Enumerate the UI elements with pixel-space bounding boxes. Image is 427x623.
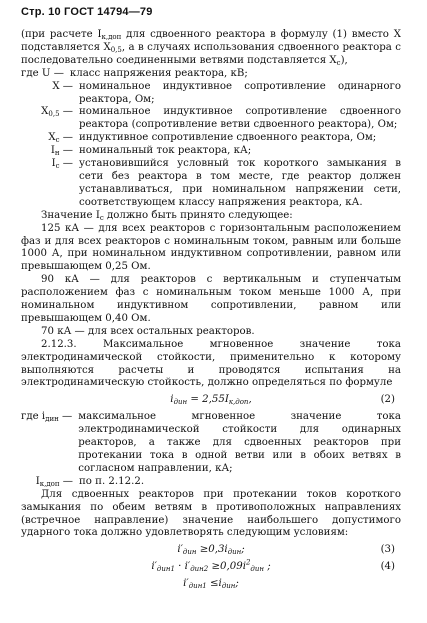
- formula-5: [21, 578, 401, 591]
- definition-description: класс напряжения реактора, кВ;: [69, 67, 248, 79]
- paragraph-70ka: 70 кА — для всех остальных реакторов.: [41, 325, 255, 337]
- formula-2: [21, 394, 401, 407]
- ic-intro-paragraph: Значение $I_с$ должно быть принято следующее:: [41, 209, 293, 222]
- definition-term: $I_с$ —: [51, 158, 73, 171]
- definition-2-term: $I_{к,доп}$ —: [35, 475, 73, 488]
- definition-2-item: [21, 476, 401, 489]
- formula-4-expression: $i'_{дин1} \cdot i'_{дин2} \ge 0,09i^2_{дин}$ ;: [151, 558, 271, 574]
- definition-term: $X_с$ —: [48, 132, 73, 145]
- definition-item: [21, 132, 401, 145]
- definition-description: номинальное индуктивное сопротивление одинарного реактора, Ом;: [79, 80, 401, 105]
- definition-description: установившийся условный ток короткого замыкания в сети без реактора в том месте, где реактор должен устанавливаться, при номинальном напряжении сети, соответствующем классу напряжения реактора, кА.: [79, 158, 401, 208]
- page-body: [21, 29, 401, 595]
- definition-item: [21, 158, 401, 210]
- definition-item: [21, 106, 401, 132]
- definition-2-item: [21, 411, 401, 476]
- definition-description: индуктивное сопротивление сдвоенного реактора, Ом;: [79, 132, 377, 144]
- definition-item: [21, 81, 401, 107]
- definition-term: $X_{0,5}$ —: [41, 106, 73, 119]
- double-reactor-paragraph: Для сдвоенных реакторов при протекании токов короткого замыкания по обеим ветвям в противоположных направлениях (встречное направление) значение наибольшего допустимого ударного тока должно удовлетворять следующим условиям:: [21, 488, 401, 539]
- paragraph-125ka: 125 кА — для всех реакторов с горизонтальным расположением фаз и для всех реакторов с номинальным током, равным или больше 1000 А, при номинальном индуктивном сопротивлении, равном или превышающем 0,25 Ом.: [21, 222, 401, 273]
- formula-5-expression: $i'_{дин1} \le i_{дин}$;: [183, 578, 239, 591]
- definitions-list-1: [21, 68, 401, 210]
- intro-paragraph: (при расчете $I_{к,доп}$ для сдвоенного реактора в формулу (1) вместо X подставляется $X_{0,5}$, а в случаях использования сдвоенного реактора с последовательно соединенными ветвями подставляется $X_с$),: [21, 29, 401, 67]
- definition-description: номинальное индуктивное сопротивление сдвоенного реактора (сопротивление ветви сдвоенного реактора), Ом;: [79, 106, 401, 131]
- definition-2-description: максимальное мгновенное значение тока электродинамической стойкости для одинарных реакторов, а также для сдвоенных реакторов при протекании тока в одной ветви или в обоих ветвях в согласном направлении, кА;: [78, 411, 401, 474]
- definition-item: [21, 68, 401, 81]
- definition-description: номинальный ток реактора, кА;: [79, 145, 252, 157]
- formula-4-number: (4): [380, 561, 395, 573]
- paragraph-90ka: 90 кА — для реакторов с вертикальным и ступенчатым расположением фаз с номинальным током меньше 1000 А, при номинальном индуктивном сопротивлении, равном или превышающем 0,40 Ом.: [21, 274, 401, 324]
- formula-2-expression: $i_{дин} = 2,55I_{к,доп}$,: [170, 394, 252, 407]
- formula-4: [21, 558, 401, 574]
- definition-2-term: где $i_{дин}$ —: [21, 411, 73, 424]
- page-header: Стр. 10 ГОСТ 14794—79: [21, 6, 153, 18]
- definition-2-description: по п. 2.12.2.: [79, 475, 145, 487]
- formula-3: [21, 544, 401, 557]
- definition-term: где U —: [21, 67, 64, 79]
- formula-2-number: (2): [380, 394, 395, 406]
- definition-term: X —: [52, 80, 73, 92]
- definition-term: $I_н$ —: [50, 145, 73, 158]
- formula-3-expression: $i'_{дин} \ge 0,3i_{дин}$;: [177, 544, 245, 557]
- paragraph-2-12-3: 2.12.3. Максимальное мгновенное значение тока электродинамической стойкости, применительно к которому выполняются расчеты и проводятся испытания на электродинамическую стойкость, должно определяться по формуле: [21, 338, 401, 389]
- formula-3-number: (3): [380, 544, 395, 556]
- definitions-list-2: [21, 411, 401, 488]
- definition-item: [21, 145, 401, 158]
